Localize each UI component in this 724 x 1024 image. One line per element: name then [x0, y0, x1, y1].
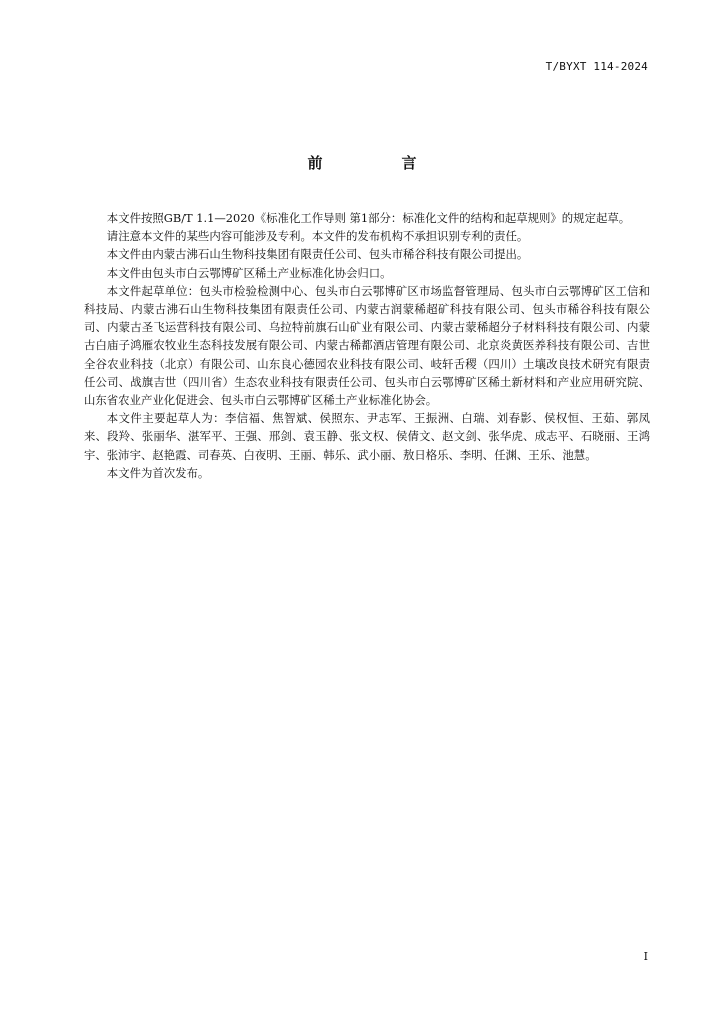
paragraph-first-release: 本文件为首次发布。: [106, 465, 210, 480]
paragraph-proposer: 本文件由内蒙古沸石山生物科技集团有限责任公司、包头市稀谷科技有限公司提出。: [106, 247, 529, 262]
paragraph-drafting-units: 本文件起草单位：包头市检验检测中心、包头市白云鄂博矿区市场监督管理局、包头市白云鄂博矿区工信和科技局、内蒙古沸石山生物科技集团有限责任公司、内蒙古润蒙稀超矿科技有限公司、包头市稀谷科技有限公司、内蒙古圣飞运营科技有限公司、乌拉特前旗石山矿业有限公司、内蒙古蒙稀超分子材料科技有限公司、内蒙古白庙子鸿雁农牧业生态科技发展有限公司、内蒙古稀都酒店管理有限公司、北京炎黄医养科技有限公司、吉世全谷农业科技（北京）有限公司、山东良心德园农业科技有限公司、岐轩舌稷（四川）土壤改良技术研究有限责任公司、战旗吉世（四川省）生态农业科技有限责任公司、包头市白云鄂博矿区稀土新材料和产业应用研究院、山东省农业产业化促进会、包头市白云鄂博矿区稀土产业标准化协会。: [84, 283, 650, 408]
foreword-body: [84, 209, 650, 482]
page-number: I: [643, 950, 648, 963]
paragraph-patent-notice: 请注意本文件的某些内容可能涉及专利。本文件的发布机构不承担识别专利的责任。: [106, 229, 529, 244]
paragraph-drafting-rules: 本文件按照GB/T 1.1—2020《标准化工作导则 第1部分：标准化文件的结构和起草规则》的规定起草。: [106, 211, 631, 225]
page-title: 前 言: [307, 154, 449, 172]
paragraph-centralized-unit: 本文件由包头市白云鄂博矿区稀土产业标准化协会归口。: [106, 265, 392, 280]
document-code: T/BYXT 114-2024: [545, 60, 648, 73]
paragraph-drafters: 本文件主要起草人为：李信福、焦智斌、侯照东、尹志军、王振洲、白瑞、刘春影、侯权恒、王茹、郭凤来、段羚、张丽华、湛军平、王强、邢剑、袁玉静、张文权、侯倩文、赵文剑、张华虎、成志平、石晓丽、王鸿宇、张沛宇、赵艳霞、司春英、白夜明、王丽、韩乐、武小丽、敖日格乐、李明、任渊、王乐、池慧。: [84, 411, 650, 462]
